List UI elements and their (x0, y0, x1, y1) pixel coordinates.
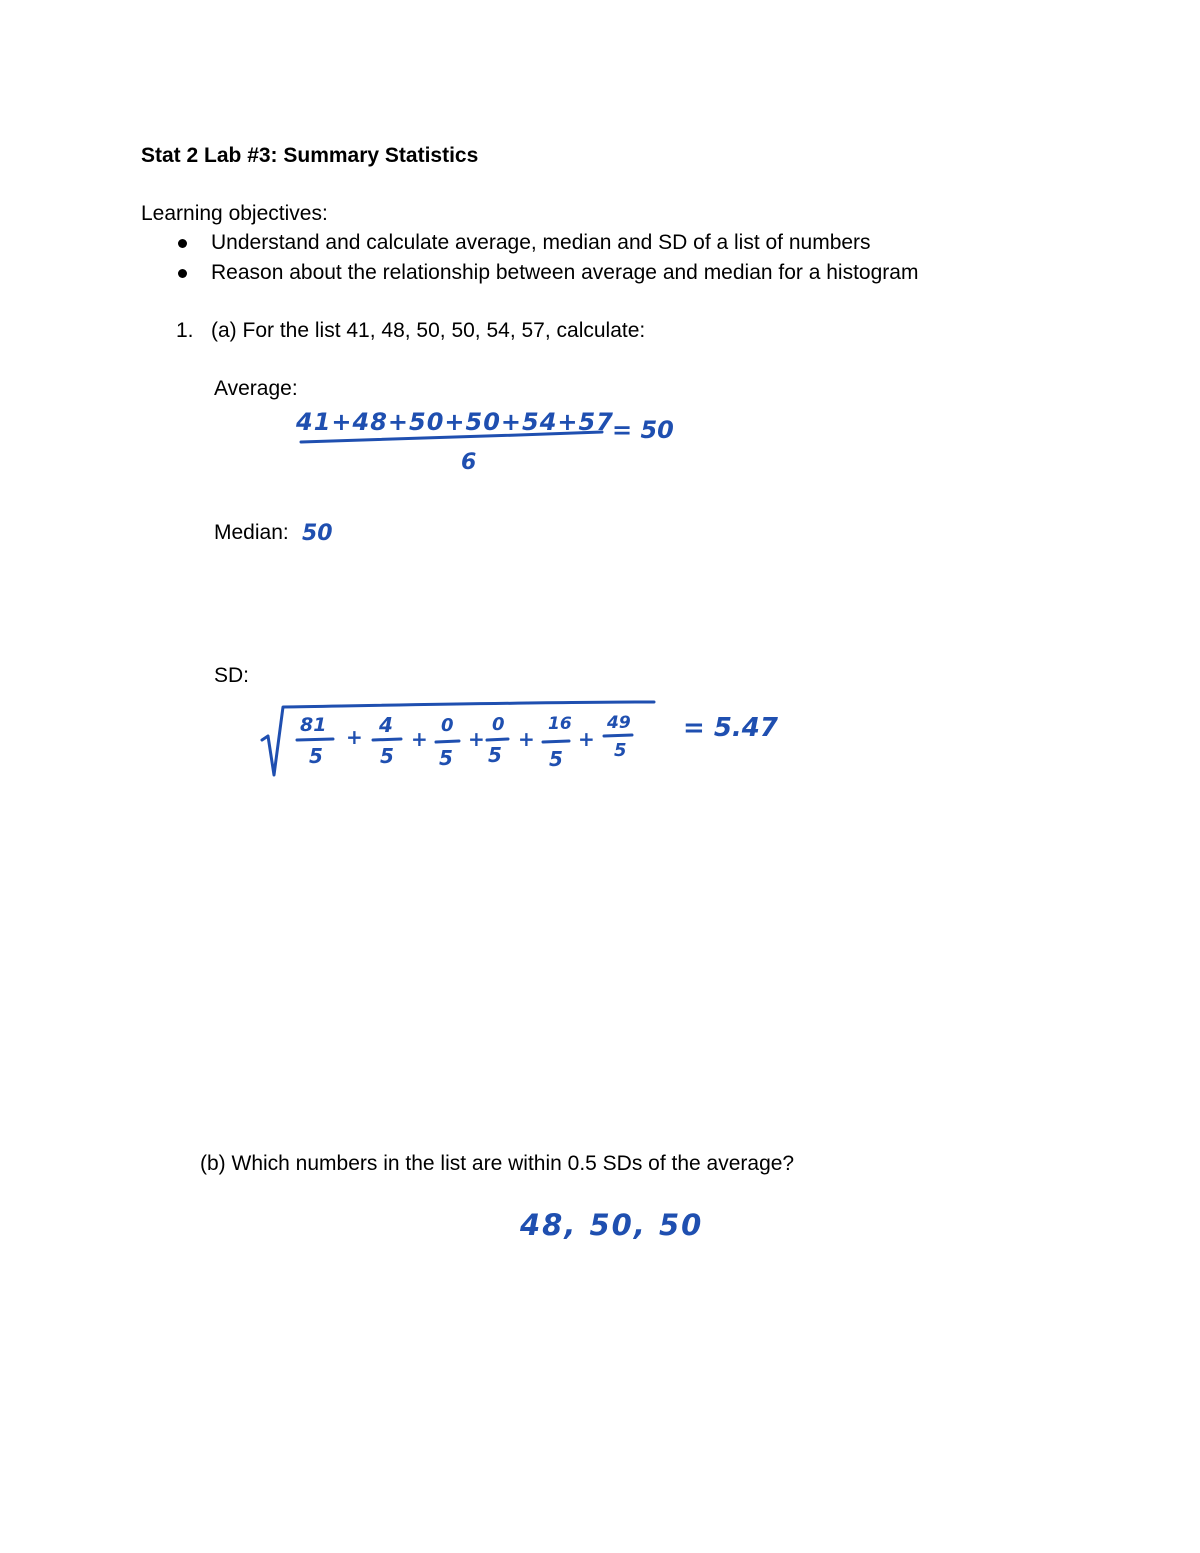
sd-fraction-bar (604, 735, 632, 736)
sd-label: SD: (214, 664, 250, 687)
sd-plus: + (411, 727, 428, 751)
handwritten-sd-result: = 5.47 (683, 713, 778, 743)
sd-term-denominator: 5 (488, 743, 502, 767)
average-label: Average: (214, 377, 298, 400)
sd-fraction-bar (373, 739, 401, 740)
sd-fraction-bar (436, 741, 459, 742)
question-number: 1. (176, 319, 194, 342)
page-title: Stat 2 Lab #3: Summary Statistics (141, 144, 479, 167)
objective-item: Reason about the relationship between average and median for a histogram (211, 261, 919, 284)
sd-term-numerator: 81 (300, 714, 327, 736)
handwritten-part-b-answer: 48, 50, 50 (520, 1208, 704, 1242)
handwritten-average-numerator: 41+48+50+50+54+57 (296, 408, 614, 436)
sd-term-denominator: 5 (614, 740, 627, 761)
sd-fraction-bar (487, 739, 508, 740)
handwritten-median-answer: 50 (302, 521, 333, 546)
sd-term-numerator: 4 (379, 713, 393, 737)
question-part-a: (a) For the list 41, 48, 50, 50, 54, 57, calculate: (211, 319, 646, 342)
sd-fraction-bar (543, 741, 569, 742)
sd-term-numerator: 16 (548, 714, 572, 734)
sd-plus: + (346, 725, 363, 749)
handwritten-average-denominator: 6 (461, 450, 477, 475)
sd-term-numerator: 0 (492, 714, 505, 735)
sd-plus: + (468, 727, 485, 751)
question-part-b: (b) Which numbers in the list are within 0.5 SDs of the average? (200, 1152, 795, 1175)
sd-plus: + (518, 727, 535, 751)
average-fraction-bar (301, 432, 602, 442)
sd-plus: + (578, 727, 595, 751)
sd-term-denominator: 5 (549, 747, 563, 771)
objective-item: Understand and calculate average, median and SD of a list of numbers (211, 231, 871, 254)
objectives-heading: Learning objectives: (141, 202, 328, 225)
sd-term-denominator: 5 (439, 746, 453, 770)
sd-term-denominator: 5 (309, 744, 323, 768)
sd-term-denominator: 5 (380, 744, 394, 768)
median-label: Median: (214, 521, 289, 544)
sd-term-numerator: 0 (441, 715, 454, 736)
sd-term-numerator: 49 (607, 713, 631, 733)
sd-fraction-bar (297, 739, 333, 740)
handwritten-average-result: = 50 (612, 416, 674, 444)
